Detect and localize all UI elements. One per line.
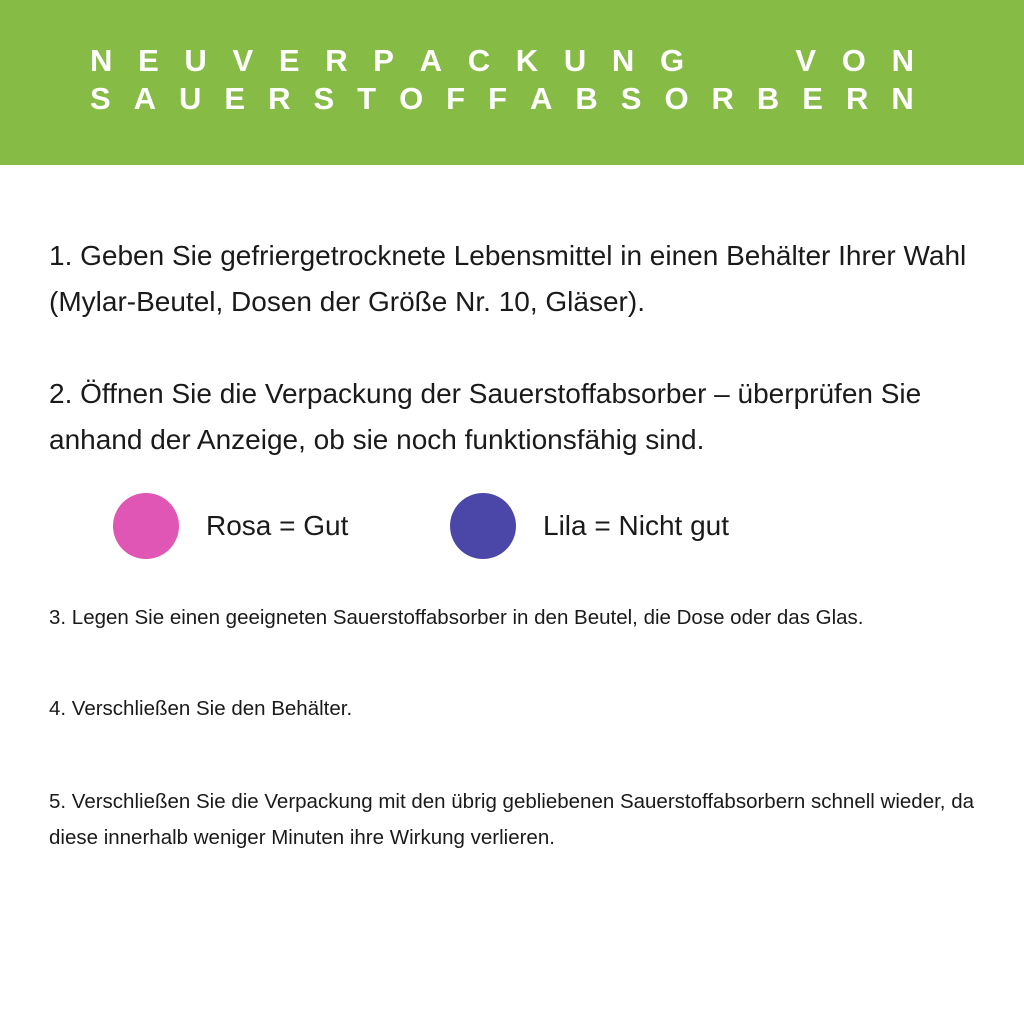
step-4-text: 4. Verschließen Sie den Behälter. — [49, 697, 353, 720]
indicator-good — [113, 493, 348, 559]
step-2-text: 2. Öffnen Sie die Verpackung der Sauerstoffabsorber – überprüfen Sie anhand der Anzeige, ob sie noch funktionsfähig sind. — [49, 378, 922, 455]
indicator-bad — [450, 493, 729, 559]
indicator-good-label: Rosa = Gut — [206, 510, 349, 541]
header-banner — [0, 0, 1024, 165]
purple-circle-icon — [450, 493, 516, 559]
header-title-line2: S A U E R S T O F F A B S O R B E R N — [90, 80, 914, 116]
pink-circle-icon — [113, 493, 179, 559]
step-1-text: 1. Geben Sie gefriergetrocknete Lebensmittel in einen Behälter Ihrer Wahl (Mylar-Beutel, Dosen der Größe Nr. 10, Gläser). — [49, 240, 967, 317]
step-3-text: 3. Legen Sie einen geeigneten Sauerstoffabsorber in den Beutel, die Dose oder das Glas. — [49, 606, 864, 629]
header-title-line1: N E U V E R P A C K U N G V O N — [90, 42, 914, 78]
indicator-bad-label: Lila = Nicht gut — [543, 510, 729, 541]
step-5-text: 5. Verschließen Sie die Verpackung mit den übrig gebliebenen Sauerstoffabsorbern schnell wieder, da diese innerhalb weniger Minuten ihre Wirkung verlieren. — [49, 790, 974, 849]
